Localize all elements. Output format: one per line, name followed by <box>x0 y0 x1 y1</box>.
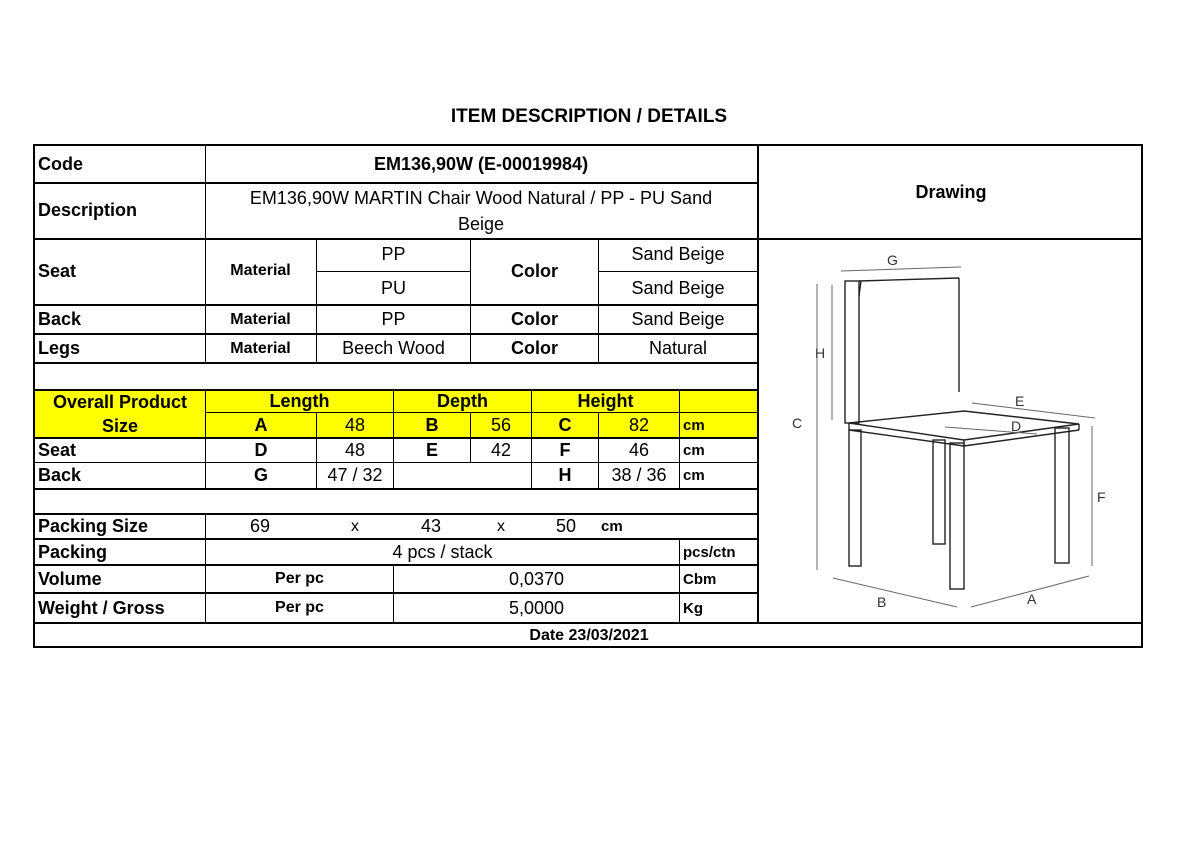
volume-per: Per pc <box>275 570 324 587</box>
packing-value: 4 pcs / stack <box>392 541 493 562</box>
packing-size-length: 69 <box>249 516 271 536</box>
seat-material-label: Seat <box>38 260 77 281</box>
description-label: Description <box>38 199 138 220</box>
back-material-value: PP <box>381 309 406 329</box>
weight-value: 5,0000 <box>508 597 565 618</box>
overall-a-value: 48 <box>344 414 366 435</box>
drawing-letter-b: B <box>877 594 887 610</box>
drawing-letter-h: H <box>815 345 826 361</box>
packing-size-unit: cm <box>601 518 623 535</box>
seat-material-1: PP <box>381 244 406 264</box>
seat-f-value: 46 <box>628 440 650 460</box>
packing-unit: pcs/ctn <box>683 543 736 561</box>
seat-f-key: F <box>559 440 571 460</box>
description-line-2: Beige <box>457 214 505 234</box>
packing-size-label: Packing Size <box>38 516 149 536</box>
legs-color-value: Natural <box>648 338 708 358</box>
seat-material-2: PU <box>380 277 406 298</box>
packing-size-width: 43 <box>420 516 442 536</box>
packing-label: Packing <box>38 541 108 562</box>
seat-d-value: 48 <box>344 440 366 460</box>
packing-size-height: 50 <box>555 516 577 536</box>
overall-b-value: 56 <box>490 414 512 435</box>
weight-unit: Kg <box>683 599 703 617</box>
back-size-label: Back <box>38 465 82 485</box>
overall-size-label-2: Size <box>101 415 139 436</box>
drawing-letter-d: D <box>1011 418 1022 434</box>
drawing-letter-a: A <box>1027 591 1037 607</box>
seat-size-label: Seat <box>38 440 77 460</box>
back-material-key: Material <box>230 310 291 328</box>
spec-sheet-table <box>33 144 1143 648</box>
drawing-label: Drawing <box>915 181 987 202</box>
chair-drawing <box>759 240 1143 622</box>
chair-backrest <box>845 281 859 423</box>
seat-size-unit: cm <box>683 442 705 459</box>
overall-a-key: A <box>254 414 268 435</box>
seat-color-1: Sand Beige <box>631 244 725 264</box>
length-header: Length <box>269 390 330 411</box>
back-g-value: 47 / 32 <box>327 465 383 485</box>
back-color-value: Sand Beige <box>631 309 725 329</box>
chair-leg-back-right <box>1055 428 1069 563</box>
back-material-label: Back <box>38 309 82 329</box>
description-line-1: EM136,90W MARTIN Chair Wood Natural / PP - PU Sand <box>249 188 713 208</box>
legs-material-label: Legs <box>38 338 81 358</box>
chair-seat <box>849 411 1079 440</box>
legs-material-key: Material <box>230 339 291 357</box>
drawing-letter-g: G <box>887 252 898 268</box>
chair-leg-back-left <box>933 440 945 544</box>
document-title: ITEM DESCRIPTION / DETAILS <box>450 106 728 127</box>
chair-leg-front-right <box>950 443 964 589</box>
weight-label: Weight / Gross <box>38 597 165 618</box>
chair-leg-front-left <box>849 430 861 566</box>
seat-d-key: D <box>254 440 268 460</box>
overall-b-key: B <box>425 414 439 435</box>
overall-size-label-1: Overall Product <box>52 391 188 412</box>
back-h-key: H <box>558 465 572 485</box>
drawing-letter-e: E <box>1015 393 1025 409</box>
depth-header: Depth <box>437 390 488 411</box>
height-header: Height <box>577 390 634 411</box>
date-footer: Date 23/03/2021 <box>529 627 649 644</box>
back-h-value: 38 / 36 <box>611 465 667 485</box>
drawing-letter-f: F <box>1097 489 1106 505</box>
seat-material-key: Material <box>230 262 291 279</box>
packing-size-x-1: x <box>351 517 359 535</box>
volume-label: Volume <box>38 568 102 589</box>
seat-e-value: 42 <box>490 440 512 460</box>
overall-unit: cm <box>683 416 705 434</box>
volume-unit: Cbm <box>683 570 717 588</box>
code-value: EM136,90W (E-00019984) <box>373 153 589 174</box>
back-color-key: Color <box>511 309 558 329</box>
code-label: Code <box>38 153 83 174</box>
weight-per: Per pc <box>275 599 324 616</box>
legs-material-value: Beech Wood <box>342 338 445 358</box>
back-size-unit: cm <box>683 467 705 484</box>
legs-color-key: Color <box>511 338 558 358</box>
seat-color-2: Sand Beige <box>631 277 725 298</box>
overall-c-value: 82 <box>628 414 650 435</box>
overall-c-key: C <box>558 414 572 435</box>
description-value <box>205 184 757 238</box>
packing-size-x-2: x <box>497 517 505 535</box>
volume-value: 0,0370 <box>508 568 565 589</box>
seat-color-key: Color <box>511 260 558 281</box>
back-g-key: G <box>253 465 268 485</box>
drawing-letter-c: C <box>792 415 803 431</box>
seat-e-key: E <box>425 440 438 460</box>
